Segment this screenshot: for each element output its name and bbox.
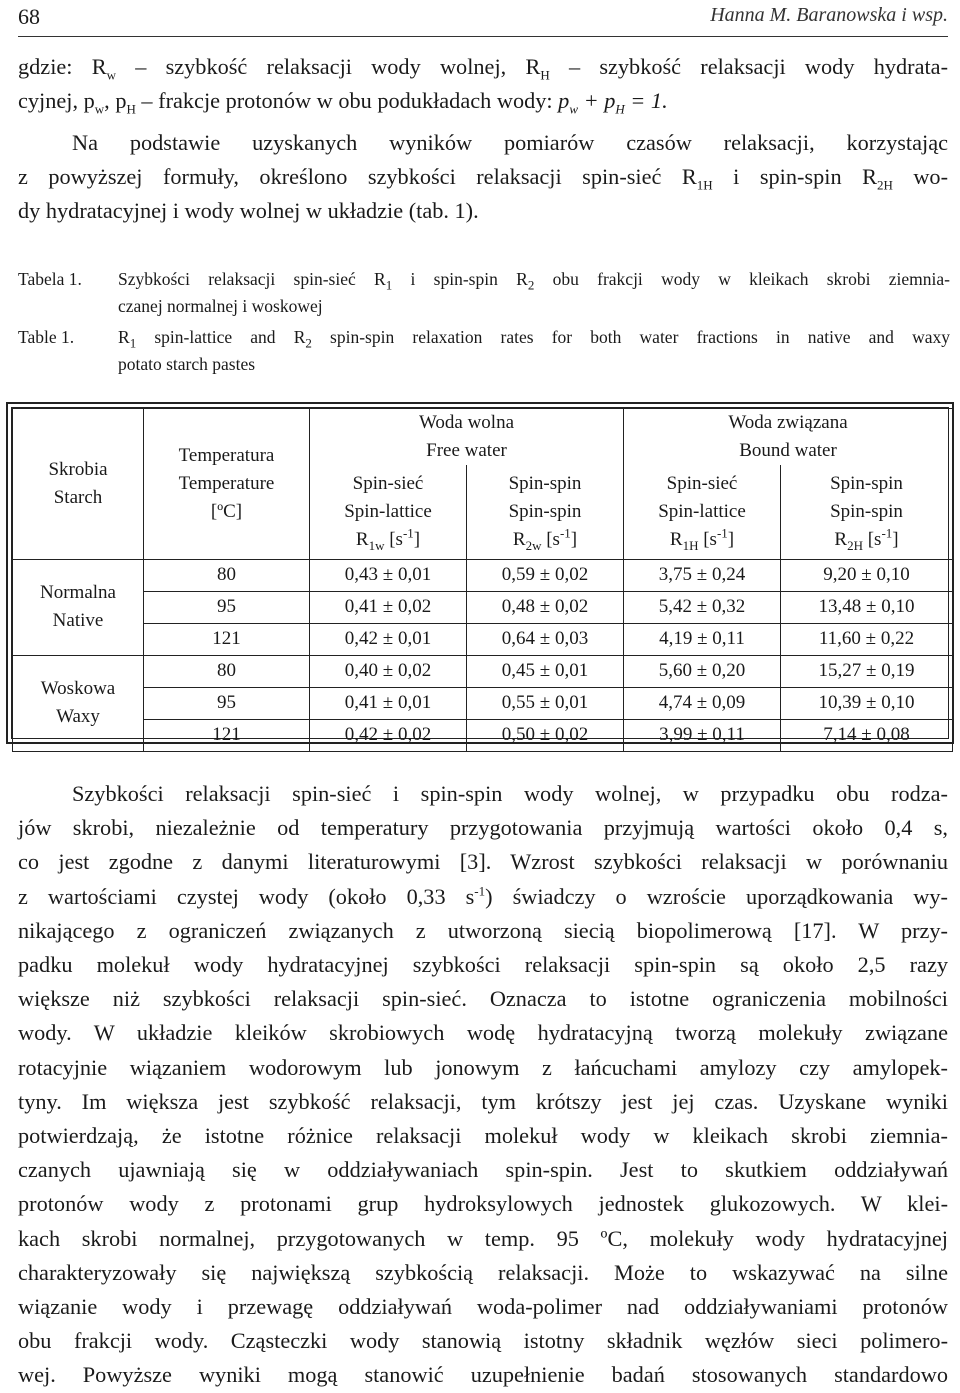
para1-line-3: dy hydratacyjnej i wody wolnej w układzie (tab. 1). [18, 198, 479, 224]
table-cell: 0,48 ± 0,02 [467, 591, 624, 623]
text-line: Szybkości relaksacji spin-sieć $R_1$ i spin-spin $R_2$ obu frakcji wody w kleikach skrobi ziemnia- [118, 269, 950, 293]
table-row [13, 623, 953, 655]
table-cell: 121 [144, 719, 310, 751]
text-line: tyny. Im większa jest szybkość relaksacji, tym krótszy jest jej czas. Uzyskane wyniki [18, 1088, 948, 1114]
text-line: wody. W układzie kleików skrobiowych wodę hydratacyjną tworzą molekuły związane [18, 1020, 948, 1046]
header-rule [18, 36, 948, 37]
text-line: wiązanie wody i przewagę oddziaływań woda-polimer nad oddziaływaniami protonów [18, 1294, 948, 1320]
table-cell: 0,55 ± 0,01 [467, 687, 624, 719]
header-bound-water: Woda związana Bound water [624, 409, 953, 466]
table-cell: 0,50 ± 0,02 [467, 719, 624, 751]
table-row [13, 687, 953, 719]
text-line: czanych ujawniają się w oddziaływaniach spin-spin. Jest to skutkiem oddziaływań [18, 1157, 948, 1183]
running-head: Hanna M. Baranowska i wsp. [710, 4, 948, 26]
text-line: czanej normalnej i woskowej [118, 296, 323, 316]
text-line: potwierdzają, że istotne różnice relaksacji molekuł wody w kleikach skrobi ziemnia- [18, 1123, 948, 1149]
caption-pl-label: Tabela 1. [18, 269, 82, 289]
table-row [13, 719, 953, 751]
text-line: $R_1$ spin-lattice and $R_2$ spin-spin relaxation rates for both water fractions in native and waxy [118, 327, 950, 351]
table-cell: 7,14 ± 0,08 [781, 719, 953, 751]
text-line: nikającego z ograniczeń związanych z utworzoną siecią biopolimerową [17]. W przy- [18, 917, 948, 943]
table-cell: 9,20 ± 0,10 [781, 559, 953, 591]
caption-en-label: Table 1. [18, 327, 75, 347]
table-cell: 0,64 ± 0,03 [467, 623, 624, 655]
table-cell: 0,41 ± 0,02 [310, 591, 467, 623]
table-cell: 0,43 ± 0,01 [310, 559, 467, 591]
intro-line-1: gdzie: $R_w$ – szybkość relaksacji wody wolnej, $R_H$ – szybkość relaksacji wody hydrata- [18, 54, 948, 83]
table-cell: 95 [144, 591, 310, 623]
table-cell: 95 [144, 687, 310, 719]
page-header [18, 0, 948, 40]
text-line: padku molekuł wody hydratacyjnej szybkości relaksacji spin-spin są około 2,5 razy [18, 952, 948, 978]
table-row [13, 591, 953, 623]
page-number: 68 [18, 4, 40, 29]
table-cell: 15,27 ± 0,19 [781, 655, 953, 687]
table-cell: 0,42 ± 0,01 [310, 623, 467, 655]
paragraph-2 [18, 777, 948, 1393]
table-cell: 10,39 ± 0,10 [781, 687, 953, 719]
table-cell: 80 [144, 655, 310, 687]
table-cell: 121 [144, 623, 310, 655]
text-line: z wartościami czystej wody (około 0,33 $s^{-1}$) świadczy o wzroście uporządkowania wy- [18, 883, 948, 909]
group-waxy: Woskowa Waxy [13, 655, 144, 751]
header-r1w: Spin-sieć Spin-lattice $R_{1w}$ $[s^{-1}]$ [310, 465, 467, 559]
table-cell: 3,99 ± 0,11 [624, 719, 781, 751]
table-cell: 0,41 ± 0,01 [310, 687, 467, 719]
intro-paragraph [18, 50, 948, 118]
table-cell: 5,60 ± 0,20 [624, 655, 781, 687]
text-line: rotacyjnie wiązaniem wodorowym lub jonowym z łańcuchami amylozy czy amylopek- [18, 1054, 948, 1080]
table-cell: 4,74 ± 0,09 [624, 687, 781, 719]
text-line: jów skrobi, niezależnie od temperatury przygotowania przyjmują wartości około 0,4 s, [18, 815, 948, 841]
header-free-water: Woda wolna Free water [310, 409, 624, 466]
table-cell: 13,48 ± 0,10 [781, 591, 953, 623]
table-cell: 0,59 ± 0,02 [467, 559, 624, 591]
group-native: Normalna Native [13, 559, 144, 655]
text-line: protonów wody z protonami grup hydroksylowych jednostek glukozowych. W klei- [18, 1191, 948, 1217]
table-row [13, 655, 953, 687]
para1-line-1: Na podstawie uzyskanych wyników pomiarów czasów relaksacji, korzystając [72, 130, 948, 155]
caption-pl [18, 266, 950, 320]
text-line: kach skrobi normalnej, przygotowanych w temp. 95 ºC, molekuły wody hydratacyjnej [18, 1225, 948, 1251]
table-cell: 80 [144, 559, 310, 591]
formula: $p_w + p_H = 1$. [558, 88, 668, 117]
intro-line-2: cyjnej, $p_w$, $p_H$ – frakcje protonów w obu podukładach wody: $p_w + p_H = 1$. [18, 88, 668, 117]
table-cell: 0,40 ± 0,02 [310, 655, 467, 687]
table-cell: 0,42 ± 0,02 [310, 719, 467, 751]
table-cell: 0,45 ± 0,01 [467, 655, 624, 687]
para1-line-2: z powyższej formuły, określono szybkości relaksacji spin-sieć $R_{1H}$ i spin-spin $R_{2H}$ wo- [18, 164, 949, 193]
header-r1h: Spin-sieć Spin-lattice $R_{1H}$ $[s^{-1}]$ [624, 465, 781, 559]
table-row [13, 559, 953, 591]
text-line: Szybkości relaksacji spin-sieć i spin-spin wody wolnej, w przypadku obu rodza- [72, 781, 948, 806]
table-cell: 3,75 ± 0,24 [624, 559, 781, 591]
table-cell: 11,60 ± 0,22 [781, 623, 953, 655]
header-temperature: Temperatura Temperature [ºC] [144, 409, 310, 560]
text-line: wej. Powyższe wyniki mogą stanowić uzupełnienie badań stosowanych standardowo [18, 1362, 948, 1388]
paragraph-1 [18, 126, 948, 229]
text-line: większe niż szybkości relaksacji spin-sieć. Oznacza to istotne ograniczenia mobilności [18, 986, 948, 1012]
table-cell: 5,42 ± 0,32 [624, 591, 781, 623]
table-caption [18, 266, 950, 378]
header-r2w: Spin-spin Spin-spin $R_{2w}$ $[s^{-1}]$ [467, 465, 624, 559]
header-starch: Skrobia Starch [13, 409, 144, 560]
header-r2h: Spin-spin Spin-spin $R_{2H}$ $[s^{-1}]$ [781, 465, 953, 559]
table-cell: 4,19 ± 0,11 [624, 623, 781, 655]
text-line: co jest zgodne z danymi literaturowymi [3]. Wzrost szybkości relaksacji w porównaniu [18, 849, 948, 875]
caption-en [18, 324, 950, 378]
text-line: charakteryzowały się największą szybkością relaksacji. Może to wskazywać na silne [18, 1259, 948, 1285]
data-table [6, 402, 954, 744]
text-line: obu frakcji wody. Cząsteczki wody stanowią istotny składnik węzłów sieci polimero- [18, 1328, 948, 1354]
text-line: potato starch pastes [118, 354, 256, 374]
